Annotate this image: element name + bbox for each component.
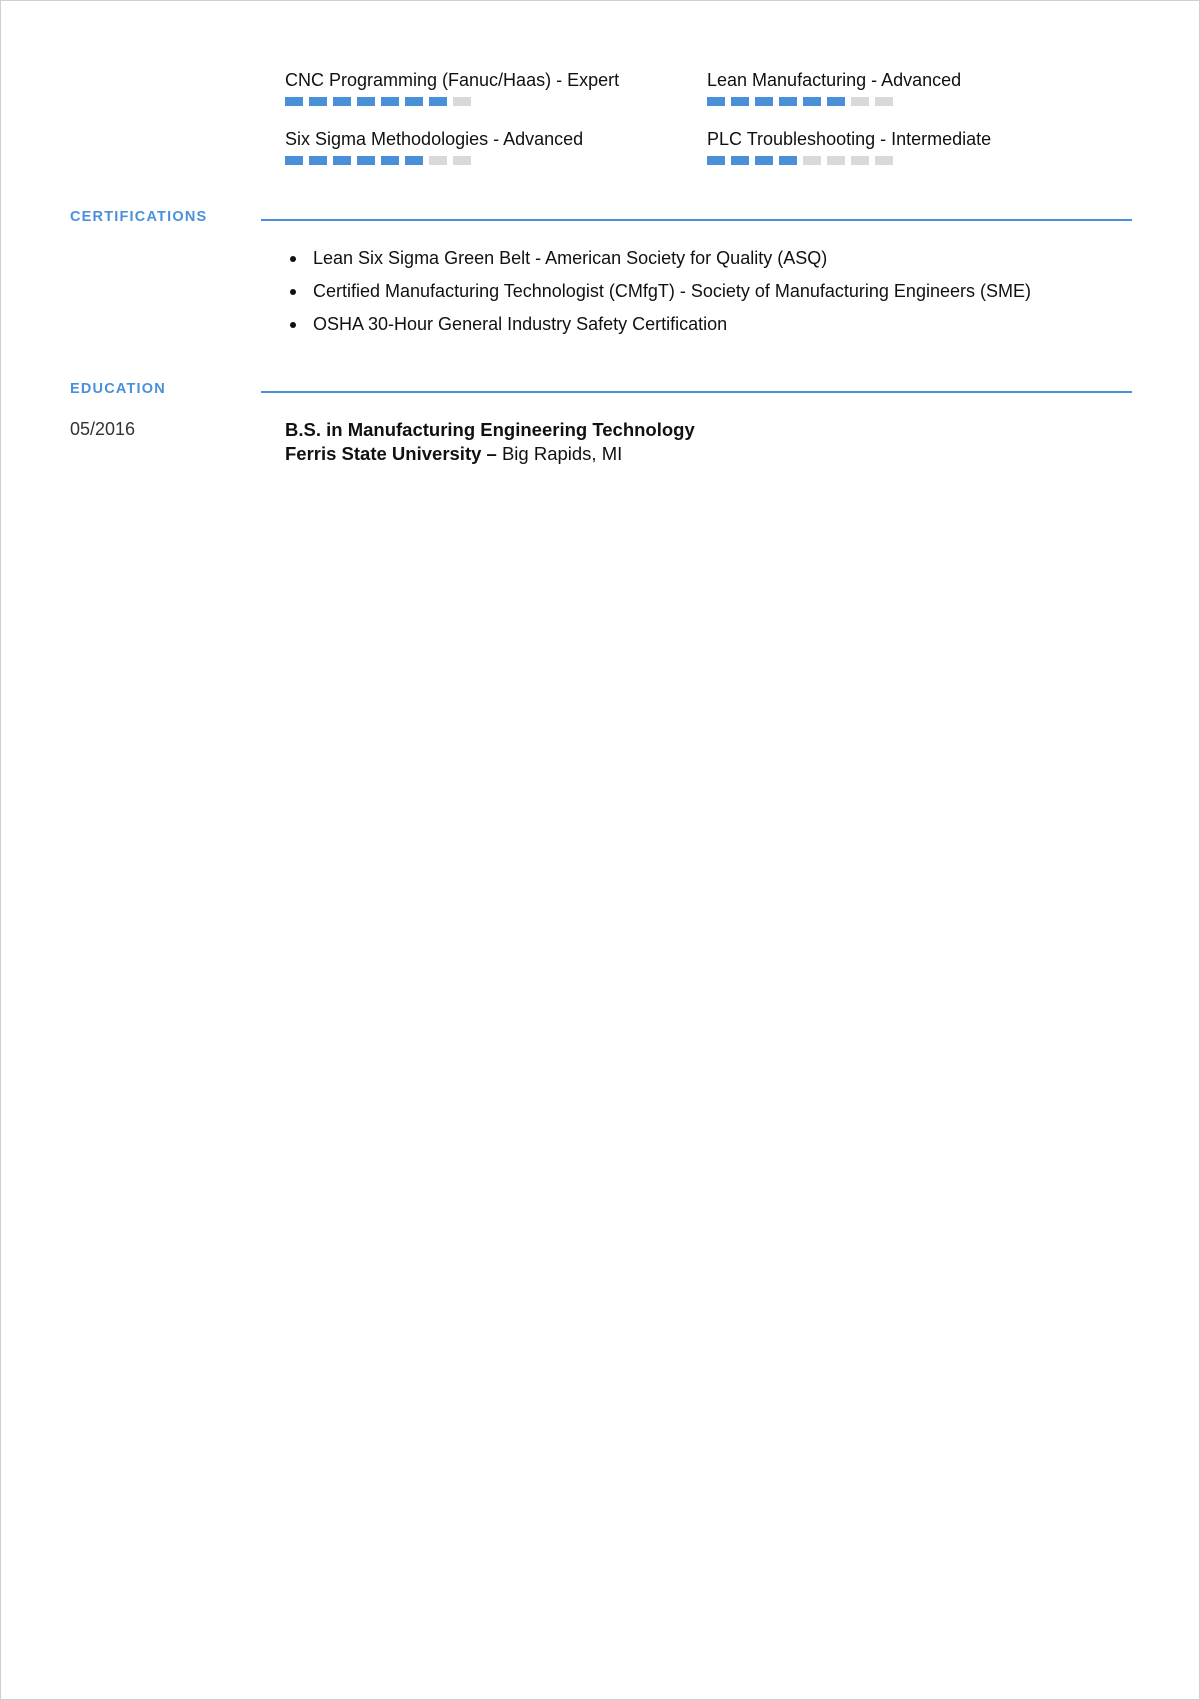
certification-text: OSHA 30-Hour General Industry Safety Certification bbox=[313, 314, 728, 334]
skill-level-bar bbox=[285, 97, 707, 106]
skill-segment-filled bbox=[309, 156, 327, 165]
skill-segment-empty bbox=[827, 156, 845, 165]
skill-segment-filled bbox=[285, 156, 303, 165]
bullet-icon bbox=[290, 322, 296, 328]
skill-segment-filled bbox=[779, 156, 797, 165]
skill-segment-empty bbox=[453, 156, 471, 165]
school-name: Ferris State University – bbox=[285, 443, 497, 464]
skill-item bbox=[285, 69, 707, 106]
skill-segment-empty bbox=[875, 97, 893, 106]
skill-segment-filled bbox=[429, 97, 447, 106]
degree-title: B.S. in Manufacturing Engineering Technology bbox=[285, 419, 695, 440]
skill-level-bar bbox=[285, 156, 707, 165]
skill-segment-filled bbox=[803, 97, 821, 106]
skill-item bbox=[285, 128, 707, 165]
skill-segment-filled bbox=[381, 156, 399, 165]
skill-segment-filled bbox=[731, 156, 749, 165]
skill-segment-empty bbox=[851, 156, 869, 165]
skill-segment-empty bbox=[803, 156, 821, 165]
skill-name: CNC Programming (Fanuc/Haas) - Expert bbox=[285, 70, 620, 90]
skill-segment-filled bbox=[405, 97, 423, 106]
section-divider bbox=[261, 219, 1132, 221]
certification-text: Certified Manufacturing Technologist (CMfgT) - Society of Manufacturing Engineers (SME) bbox=[313, 281, 1031, 301]
skill-segment-filled bbox=[333, 97, 351, 106]
skill-segment-filled bbox=[381, 97, 399, 106]
list-item bbox=[285, 313, 1031, 335]
skill-item bbox=[707, 128, 1045, 165]
education-entry bbox=[285, 418, 695, 466]
skill-item bbox=[707, 69, 1045, 106]
bullet-icon bbox=[290, 256, 296, 262]
list-item bbox=[285, 280, 1031, 302]
skill-segment-empty bbox=[453, 97, 471, 106]
skill-segment-empty bbox=[875, 156, 893, 165]
education-date: 05/2016 bbox=[70, 419, 136, 439]
certifications-section-header bbox=[70, 208, 1132, 226]
skill-segment-empty bbox=[851, 97, 869, 106]
skill-segment-filled bbox=[285, 97, 303, 106]
skills-grid bbox=[285, 69, 1045, 165]
skill-segment-filled bbox=[333, 156, 351, 165]
skill-segment-filled bbox=[707, 156, 725, 165]
skill-segment-filled bbox=[779, 97, 797, 106]
skill-segment-filled bbox=[707, 97, 725, 106]
skill-name: PLC Troubleshooting - Intermediate bbox=[707, 129, 992, 149]
bullet-icon bbox=[290, 289, 296, 295]
skill-segment-filled bbox=[405, 156, 423, 165]
skill-segment-filled bbox=[357, 156, 375, 165]
section-divider bbox=[261, 391, 1132, 393]
certifications-title: CERTIFICATIONS bbox=[70, 209, 208, 225]
skill-segment-filled bbox=[309, 97, 327, 106]
skill-level-bar bbox=[707, 156, 1045, 165]
skill-segment-filled bbox=[357, 97, 375, 106]
skill-segment-empty bbox=[429, 156, 447, 165]
certification-text: Lean Six Sigma Green Belt - American Society for Quality (ASQ) bbox=[313, 248, 828, 268]
skill-segment-filled bbox=[827, 97, 845, 106]
school-location: Big Rapids, MI bbox=[501, 443, 623, 464]
skill-segment-filled bbox=[755, 97, 773, 106]
skill-segment-filled bbox=[731, 97, 749, 106]
school-line bbox=[285, 442, 695, 466]
education-title: EDUCATION bbox=[70, 381, 166, 397]
skill-name: Lean Manufacturing - Advanced bbox=[707, 70, 962, 90]
skill-name: Six Sigma Methodologies - Advanced bbox=[285, 129, 584, 149]
skill-level-bar bbox=[707, 97, 1045, 106]
list-item bbox=[285, 247, 1031, 269]
education-section-header bbox=[70, 380, 1132, 398]
certifications-list bbox=[285, 247, 1031, 346]
skill-segment-filled bbox=[755, 156, 773, 165]
